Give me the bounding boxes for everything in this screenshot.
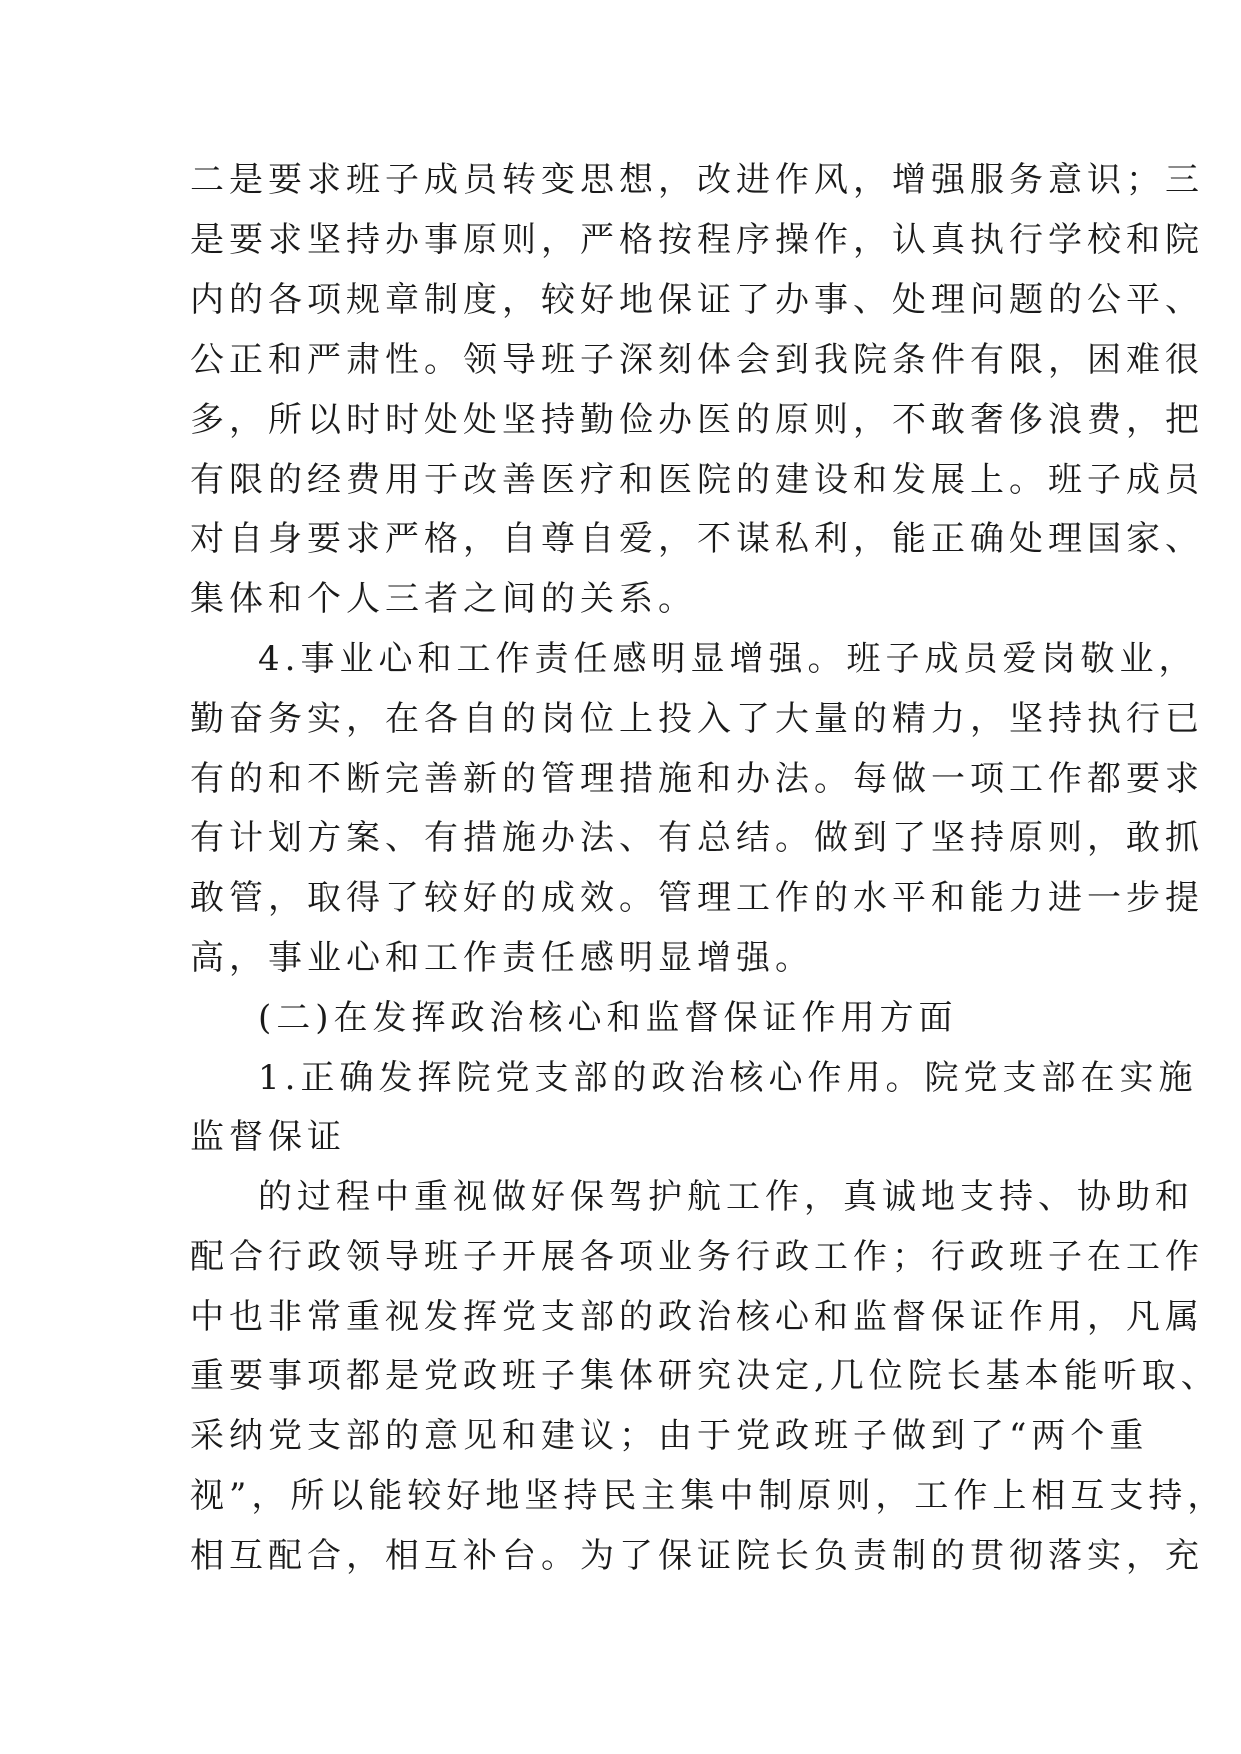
text-line: 公正和严肃性。领导班子深刻体会到我院条件有限，困难很: [190, 340, 1204, 380]
text-line: 对自身要求严格，自尊自爱，不谋私利，能正确处理国家、: [190, 519, 1204, 559]
text-line: 采纳党支部的意见和建议；由于党政班子做到了“两个重: [190, 1416, 1149, 1456]
text-line: 配合行政领导班子开展各项业务行政工作；行政班子在工作: [190, 1237, 1204, 1277]
section-heading: (二)在发挥政治核心和监督保证作用方面: [258, 998, 958, 1038]
text-line: 有的和不断完善新的管理措施和办法。每做一项工作都要求: [190, 759, 1204, 799]
text-line: 有限的经费用于改善医疗和医院的建设和发展上。班子成员: [190, 460, 1204, 500]
text-line: 视”，所以能较好地坚持民主集中制原则，工作上相互支持，: [190, 1476, 1227, 1516]
text-line: 多，所以时时处处坚持勤俭办医的原则，不敢奢侈浪费，把: [190, 400, 1204, 440]
text-line: 二是要求班子成员转变思想，改进作风，增强服务意识；三: [190, 160, 1204, 200]
text-line: 中也非常重视发挥党支部的政治核心和监督保证作用，凡属: [190, 1297, 1204, 1337]
paragraph-start-line: 的过程中重视做好保驾护航工作，真诚地支持、协助和: [258, 1177, 1194, 1217]
text-line: 集体和个人三者之间的关系。: [190, 579, 697, 619]
text-line: 内的各项规章制度，较好地保证了办事、处理问题的公平、: [190, 280, 1204, 320]
paragraph-start-line: 1.正确发挥院党支部的政治核心作用。院党支部在实施: [258, 1058, 1198, 1098]
paragraph-start-line: 4.事业心和工作责任感明显增强。班子成员爱岗敬业，: [258, 639, 1198, 679]
text-line: 是要求坚持办事原则，严格按程序操作，认真执行学校和院: [190, 220, 1204, 260]
text-line: 敢管，取得了较好的成效。管理工作的水平和能力进一步提: [190, 878, 1204, 918]
text-line: 监督保证: [190, 1117, 346, 1157]
text-line: 勤奋务实，在各自的岗位上投入了大量的精力，坚持执行已: [190, 699, 1204, 739]
text-line: 相互配合，相互补台。为了保证院长负责制的贯彻落实，充: [190, 1536, 1204, 1576]
text-line: 重要事项都是党政班子集体研究决定,几位院长基本能听取、: [190, 1356, 1220, 1396]
text-line: 高，事业心和工作责任感明显增强。: [190, 938, 814, 978]
text-line: 有计划方案、有措施办法、有总结。做到了坚持原则，敢抓: [190, 818, 1204, 858]
